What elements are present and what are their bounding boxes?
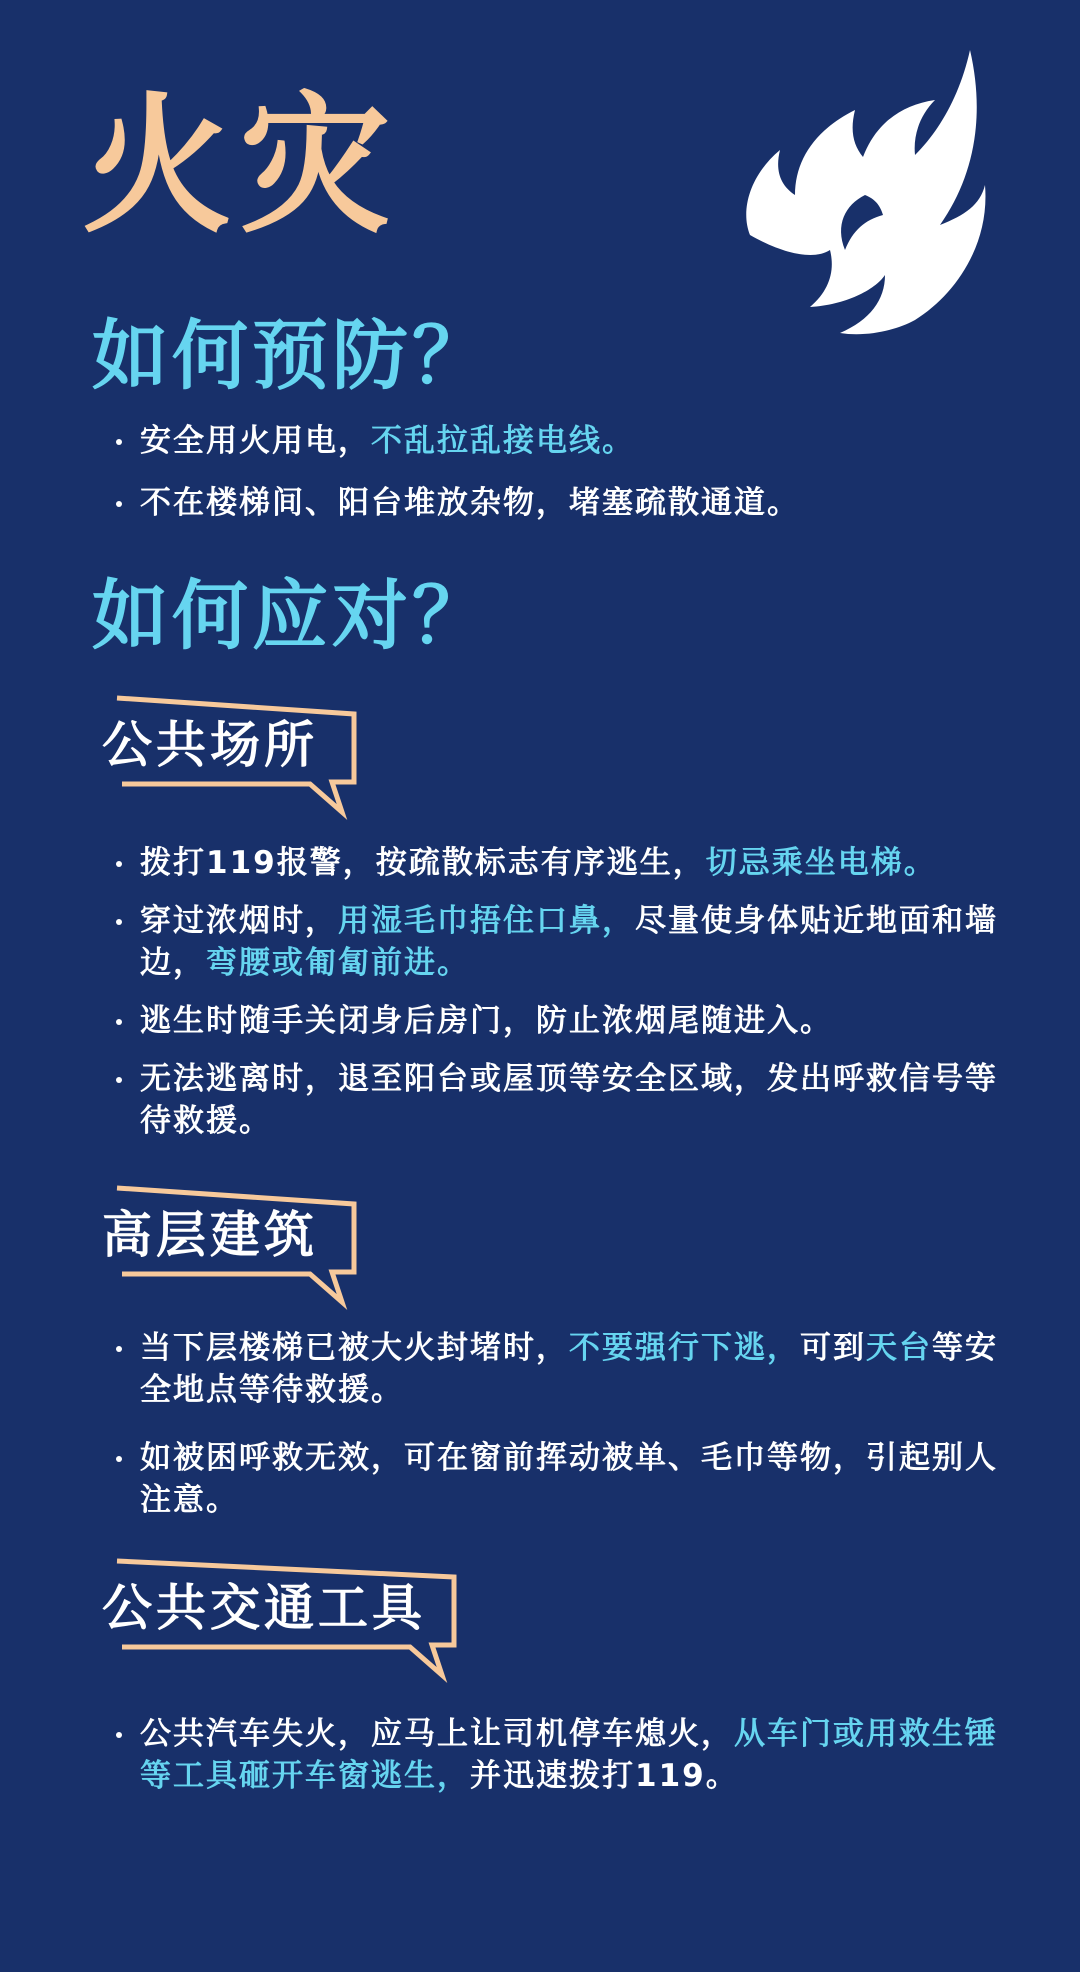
body-text: 逃生时随手关闭身后房门，防止浓烟尾随进入。	[140, 1003, 833, 1039]
list-item	[112, 1058, 1012, 1142]
flame-icon	[735, 45, 995, 345]
body-text: 安全用火用电，	[140, 423, 371, 459]
list-item	[112, 482, 1012, 524]
highlight-text: 天台	[866, 1330, 932, 1366]
transport-tag	[92, 1553, 462, 1683]
list-item	[112, 1437, 1012, 1521]
body-text: 可到	[800, 1330, 866, 1366]
body-text: 如被困呼救无效，可在窗前挥动被单、毛巾等物，引起别人注意。	[140, 1440, 998, 1518]
highlight-text: 弯腰或匍匐前进。	[206, 945, 470, 981]
body-text: 无法逃离时，退至阳台或屋顶等安全区域，发出呼救信号等待救援。	[140, 1061, 998, 1139]
list-item	[112, 1327, 1012, 1411]
high-rise-tag	[92, 1180, 362, 1310]
public-places-list	[112, 842, 1012, 1142]
highlight-text: 用湿毛巾捂住口鼻，	[338, 903, 635, 939]
page-title: 火灾	[82, 80, 399, 254]
body-text: 并迅速拨打119。	[470, 1758, 739, 1794]
highlight-text: 不要强行下逃，	[569, 1330, 800, 1366]
list-item	[112, 900, 1012, 984]
body-text: 尽量使身体贴近地面和墙边，	[140, 903, 998, 981]
body-text: 公共汽车失火，应马上让司机停车熄火，	[140, 1716, 734, 1752]
highlight-text: 不乱拉乱接电线。	[371, 423, 635, 459]
prevention-list	[112, 420, 1012, 524]
prevention-heading: 如何预防？	[92, 311, 492, 400]
list-item	[112, 1713, 1012, 1797]
list-item	[112, 842, 1012, 884]
public-places-tag	[92, 690, 362, 820]
list-item	[112, 1000, 1012, 1042]
public-places-label: 公共场所	[102, 716, 318, 774]
body-text: 当下层楼梯已被大火封堵时，	[140, 1330, 569, 1366]
transport-label: 公共交通工具	[102, 1579, 426, 1637]
high-rise-list	[112, 1327, 1012, 1521]
highlight-text: 切忌乘坐电梯。	[705, 845, 937, 881]
transport-list	[112, 1713, 1012, 1797]
body-text: 不在楼梯间、阳台堆放杂物，堵塞疏散通道。	[140, 485, 800, 521]
highlight-text: 从车门或用救生锤等工具砸开车窗逃生，	[140, 1716, 998, 1794]
body-text: 拨打119报警，按疏散标志有序逃生，	[140, 845, 706, 881]
high-rise-label: 高层建筑	[102, 1206, 318, 1264]
body-text: 等安全地点等待救援。	[140, 1330, 998, 1408]
response-heading: 如何应对？	[92, 571, 492, 660]
body-text: 穿过浓烟时，	[140, 903, 338, 939]
list-item	[112, 420, 1012, 462]
